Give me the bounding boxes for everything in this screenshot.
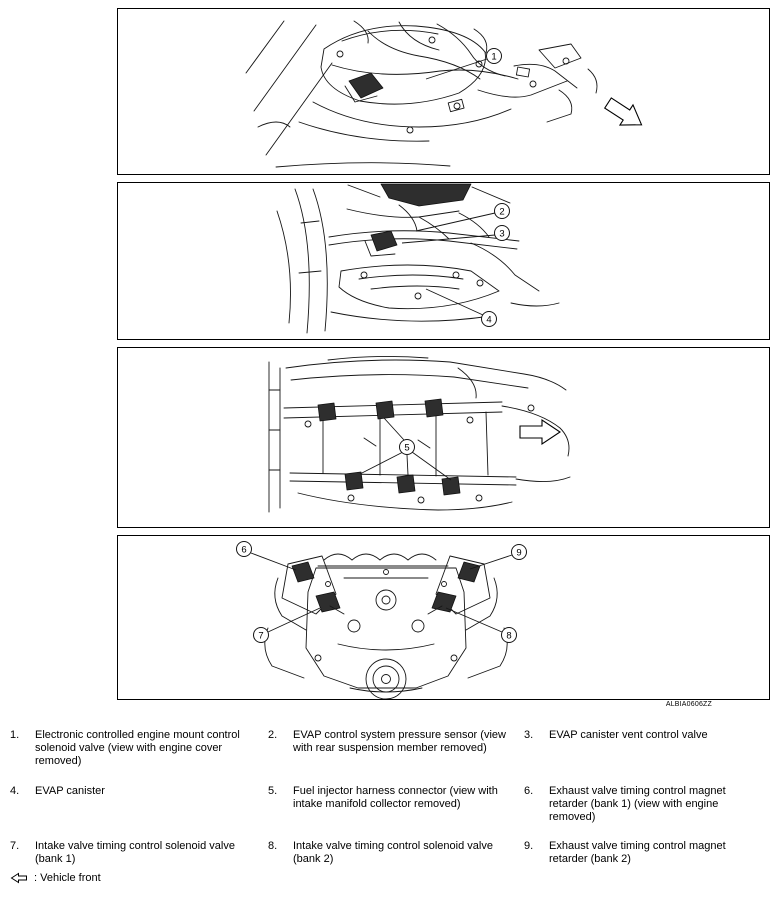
callout-2 [416,204,510,232]
vehicle-front-label: : Vehicle front [34,872,101,884]
legend-item-number: 5. [268,784,278,797]
diagram-panel-engine-top-view [117,8,770,175]
legend-item-number: 6. [524,784,534,797]
vehicle-front-note [10,872,101,884]
vehicle-front-arrow-icon [10,872,28,884]
callout-5-number: 5 [404,442,410,454]
callout-1 [426,49,502,80]
legend-item-text: Intake valve timing control solenoid valve (bank 1) [35,840,235,866]
legend-item-2 [268,729,524,769]
callout-8 [446,608,517,643]
callout-3-number: 3 [499,228,505,240]
engine-line-art [246,21,597,167]
callout-6-number: 6 [241,544,247,556]
direction-arrow-icon [601,93,648,135]
diagram-panel-rear-suspension-view [117,182,770,340]
legend-item-number: 3. [524,729,534,741]
legend-item-text: Fuel injector harness connector (view with intake manifold collector removed) [293,784,498,810]
callout-3 [402,226,510,244]
legend-item-number: 7. [10,840,20,853]
legend-item-7 [10,840,268,866]
legend-item-number: 2. [268,729,278,741]
legend-item-1 [10,729,268,769]
legend-item-5 [268,785,524,825]
callout-7-number: 7 [258,630,264,642]
engine-front-view-drawing [118,536,769,699]
engine-top-view-drawing [118,9,769,174]
legend-item-text: Intake valve timing control solenoid valve (bank 2) [293,840,493,866]
legend-item-number: 8. [268,840,278,853]
legend-item-text: Electronic controlled engine mount control solenoid valve (view with engine cover removed) [35,729,240,768]
callout-5 [360,418,451,480]
fuel-rail-view-drawing [118,348,769,527]
callout-7 [254,608,321,643]
legend [10,729,771,867]
legend-item-text: EVAP control system pressure sensor (view with rear suspension member removed) [293,729,506,755]
engine-front-line-art [265,554,507,699]
legend-item-text: EVAP canister vent control valve [549,729,708,741]
callout-1-number: 1 [491,51,497,63]
legend-item-9 [524,840,771,866]
legend-item-text: Exhaust valve timing control magnet retarder (bank 2) [549,840,726,866]
legend-item-number: 4. [10,784,20,797]
legend-item-text: Exhaust valve timing control magnet retarder (bank 1) (view with engine removed) [549,784,726,823]
rear-suspension-view-drawing [118,183,769,339]
legend-item-8 [268,840,524,866]
callout-9-number: 9 [516,547,522,559]
diagram-panel-fuel-rail-view [117,347,770,528]
legend-item-text: EVAP canister [35,784,105,797]
diagram-panel-engine-front-view [117,535,770,700]
legend-item-3 [524,729,771,769]
callout-8-number: 8 [506,630,512,642]
legend-item-number: 1. [10,729,20,741]
callout-6 [237,542,297,571]
legend-item-number: 9. [524,840,534,853]
callout-2-number: 2 [499,206,505,218]
legend-item-4 [10,785,268,825]
callout-4-number: 4 [486,314,492,326]
figure-code: ALBIA0606ZZ [665,701,712,708]
legend-item-6 [524,785,771,825]
underbody-line-art [277,184,559,333]
